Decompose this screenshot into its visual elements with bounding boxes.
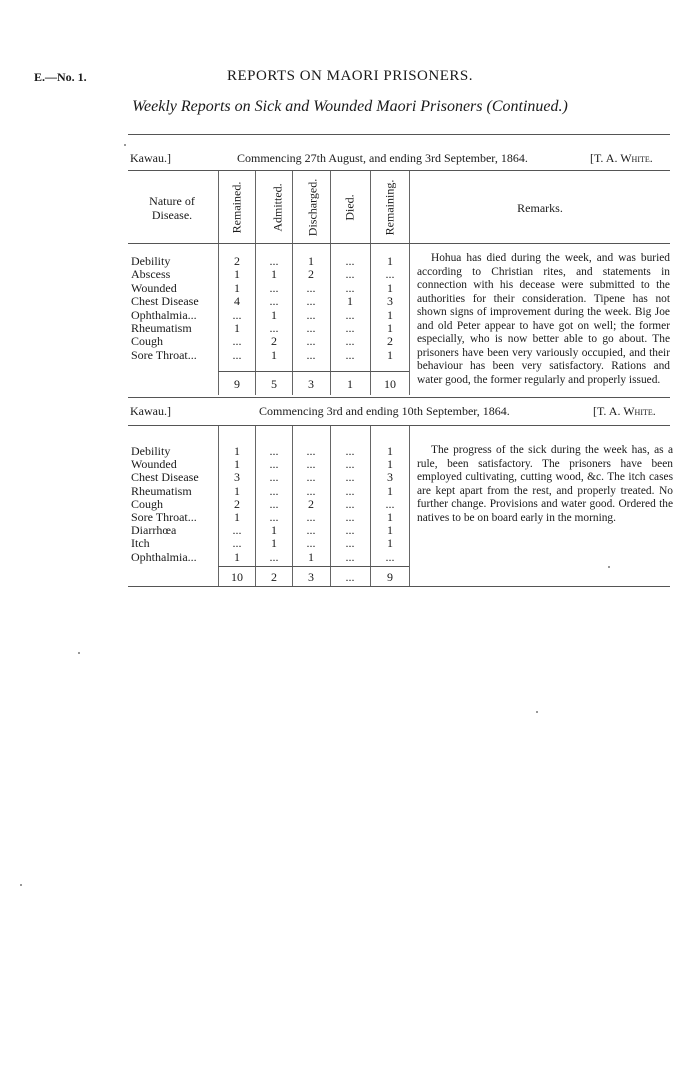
total-remained: 9 — [234, 377, 240, 391]
disease-name: Abscess — [131, 267, 171, 282]
cell-died: ... — [345, 470, 355, 485]
cell-remained: ... — [232, 523, 242, 538]
disease-name: Cough — [131, 334, 164, 349]
cell-remained: 1 — [234, 549, 240, 564]
total-admitted: 2 — [271, 570, 277, 584]
total-remained: 10 — [231, 570, 243, 584]
cell-remained: 1 — [234, 444, 240, 458]
total-remaining: 9 — [387, 570, 393, 584]
cell-died: ... — [345, 457, 355, 472]
column-heading-remarks: Remarks. — [517, 201, 563, 215]
cell-admitted: ... — [269, 470, 279, 485]
disease-name: Chest Disease — [131, 470, 199, 485]
block2-officer: [T. A. White. — [593, 404, 656, 418]
cell-remained: 1 — [234, 280, 240, 295]
cell-admitted: ... — [269, 510, 279, 524]
cell-died: ... — [345, 523, 355, 538]
block2-divider — [330, 426, 331, 586]
disease-name: Ophthalmia... — [131, 307, 197, 322]
column-heading-admitted: Admitted. — [270, 183, 285, 232]
cell-remaining: ... — [385, 267, 395, 282]
cell-discharged: ... — [306, 483, 316, 498]
cell-discharged: ... — [306, 347, 316, 362]
disease-name: Itch — [131, 536, 150, 551]
scan-speck — [20, 884, 22, 886]
cell-discharged: 1 — [308, 549, 314, 564]
cell-remained: ... — [232, 307, 242, 322]
block2-header-rule — [128, 425, 670, 426]
cell-discharged: ... — [306, 510, 316, 524]
cell-remained: 1 — [234, 483, 240, 498]
cell-remaining: 1 — [387, 510, 393, 524]
cell-died: 1 — [347, 294, 353, 309]
block2-divider — [370, 426, 371, 586]
cell-admitted: ... — [269, 280, 279, 295]
cell-died: ... — [345, 536, 355, 551]
cell-admitted: ... — [269, 483, 279, 498]
cell-died: ... — [345, 347, 355, 362]
block1-header-rule — [128, 170, 670, 171]
cell-remained: 4 — [234, 294, 240, 309]
disease-name: Ophthalmia... — [131, 549, 197, 564]
cell-remained: 3 — [234, 470, 240, 485]
block2-remarks: The progress of the sick during the week has, as a rule, been satisfactory. The prisoners have been employed cultivating, cutting wood, &c. The itch cases are kept apart from the rest, and properly treated. No further change. Provisions and water good. Ordered the natives to be on board early in the morning. — [417, 444, 673, 524]
block1-total-rule — [218, 371, 409, 372]
total-remaining: 10 — [384, 377, 396, 391]
cell-discharged: ... — [306, 280, 316, 295]
cell-remaining: 1 — [387, 523, 393, 538]
cell-discharged: 2 — [308, 496, 314, 511]
cell-admitted: ... — [269, 457, 279, 472]
disease-name: Debility — [131, 444, 171, 458]
column-heading-rule — [128, 243, 670, 244]
cell-died: ... — [345, 280, 355, 295]
block1-remarks: Hohua has died during the week, and was buried according to Christian rites, and statements in connection with his decease were submitted to the authorities for their consideration. Tipene has not shown signs of improvement during the week. Big Joe and old Peter appear to have got on well; the former especially, who is now better able to go about. The prisoners have been very variously occupied, and their behaviour has been very satisfactory. Rations and water good, the former regularly and properly issued. — [417, 252, 670, 386]
cell-died: ... — [345, 307, 355, 322]
cell-died: ... — [345, 510, 355, 524]
column-heading-discharged: Discharged. — [305, 178, 320, 237]
cell-remaining: 1 — [387, 457, 393, 472]
column-heading-remaining: Remaining. — [382, 179, 397, 236]
disease-name: Wounded — [131, 457, 177, 472]
column-heading-disease: Nature of Disease. — [149, 194, 195, 222]
cell-remaining: 1 — [387, 444, 393, 458]
cell-died: ... — [345, 321, 355, 335]
cell-remained: ... — [232, 347, 242, 362]
cell-discharged: ... — [306, 457, 316, 472]
block2-period: Commencing 3rd and ending 10th September, 1864. — [259, 404, 510, 418]
cell-discharged: 2 — [308, 267, 314, 282]
disease-name: Diarrhœa — [131, 523, 177, 538]
column-heading-died: Died. — [342, 194, 357, 221]
disease-name: Sore Throat... — [131, 510, 197, 524]
total-died: 1 — [347, 377, 353, 391]
cell-remained: ... — [232, 536, 242, 551]
disease-name: Debility — [131, 254, 171, 268]
block2-total-rule — [218, 566, 409, 567]
cell-died: ... — [345, 444, 355, 458]
block1-divider — [370, 171, 371, 395]
scan-speck — [536, 711, 538, 713]
scan-speck — [78, 652, 80, 654]
block2-place: Kawau.] — [130, 404, 171, 418]
cell-remaining: 1 — [387, 483, 393, 498]
cell-admitted: 1 — [271, 307, 277, 322]
cell-remaining: 3 — [387, 470, 393, 485]
cell-discharged: ... — [306, 444, 316, 458]
cell-admitted: ... — [269, 496, 279, 511]
cell-died: ... — [345, 549, 355, 564]
block1-period: Commencing 27th August, and ending 3rd September, 1864. — [237, 151, 528, 165]
total-admitted: 5 — [271, 377, 277, 391]
cell-remaining: ... — [385, 496, 395, 511]
cell-remained: 2 — [234, 496, 240, 511]
cell-remained: ... — [232, 334, 242, 349]
cell-discharged: ... — [306, 307, 316, 322]
cell-died: ... — [345, 254, 355, 268]
cell-admitted: ... — [269, 549, 279, 564]
block1-place: Kawau.] — [130, 151, 171, 165]
cell-remaining: 1 — [387, 280, 393, 295]
cell-died: ... — [345, 496, 355, 511]
scan-speck — [608, 566, 610, 568]
cell-remained: 1 — [234, 321, 240, 335]
block2-divider — [409, 426, 410, 586]
disease-name: Rheumatism — [131, 321, 192, 335]
cell-remaining: 1 — [387, 536, 393, 551]
column-heading-remained: Remained. — [229, 181, 244, 234]
block1-divider — [409, 171, 410, 395]
cell-discharged: 1 — [308, 254, 314, 268]
cell-remaining: 1 — [387, 347, 393, 362]
bottom-rule — [128, 586, 670, 587]
block1-divider — [330, 171, 331, 395]
cell-died: ... — [345, 483, 355, 498]
cell-died: ... — [345, 334, 355, 349]
cell-discharged: ... — [306, 321, 316, 335]
cell-remaining: 1 — [387, 321, 393, 335]
cell-admitted: 1 — [271, 267, 277, 282]
cell-discharged: ... — [306, 523, 316, 538]
cell-died: ... — [345, 267, 355, 282]
cell-discharged: ... — [306, 470, 316, 485]
total-discharged: 3 — [308, 570, 314, 584]
cell-admitted: ... — [269, 444, 279, 458]
cell-remaining: 2 — [387, 334, 393, 349]
total-discharged: 3 — [308, 377, 314, 391]
cell-discharged: ... — [306, 334, 316, 349]
cell-discharged: ... — [306, 536, 316, 551]
disease-name: Sore Throat... — [131, 347, 197, 362]
document-reference: E.—No. 1. — [34, 70, 87, 84]
cell-admitted: 2 — [271, 334, 277, 349]
scan-speck — [124, 144, 126, 146]
cell-admitted: 1 — [271, 536, 277, 551]
cell-remained: 1 — [234, 510, 240, 524]
block-separator-rule — [128, 397, 670, 398]
cell-admitted: 1 — [271, 523, 277, 538]
disease-name: Cough — [131, 496, 164, 511]
cell-remained: 1 — [234, 267, 240, 282]
disease-name: Rheumatism — [131, 483, 192, 498]
disease-name: Chest Disease — [131, 294, 199, 309]
cell-remaining: 1 — [387, 307, 393, 322]
cell-remaining: 1 — [387, 254, 393, 268]
cell-admitted: ... — [269, 321, 279, 335]
block1-officer: [T. A. White. — [590, 151, 653, 165]
cell-admitted: ... — [269, 294, 279, 309]
total-died: ... — [345, 570, 355, 584]
top-rule — [128, 134, 670, 135]
cell-remained: 1 — [234, 457, 240, 472]
cell-admitted: ... — [269, 254, 279, 268]
page-title: REPORTS ON MAORI PRISONERS. — [227, 68, 473, 84]
disease-name: Wounded — [131, 280, 177, 295]
page-subtitle: Weekly Reports on Sick and Wounded Maori Prisoners (Continued.) — [132, 98, 568, 115]
cell-remaining: 3 — [387, 294, 393, 309]
cell-remained: 2 — [234, 254, 240, 268]
cell-remaining: ... — [385, 549, 395, 564]
cell-discharged: ... — [306, 294, 316, 309]
cell-admitted: 1 — [271, 347, 277, 362]
